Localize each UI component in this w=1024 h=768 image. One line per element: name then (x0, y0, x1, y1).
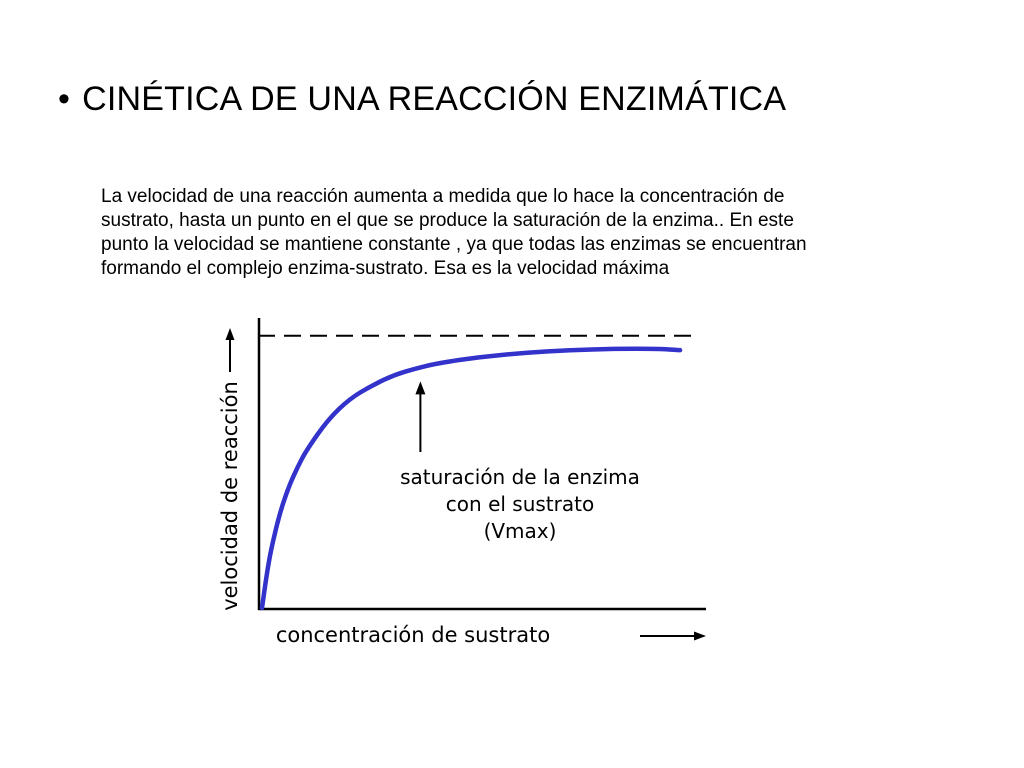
x-axis-label-arrow-head (694, 632, 706, 641)
body-line: punto la velocidad se mantiene constante , ya que todas las enzimas se encuentran (101, 234, 807, 255)
y-axis-label-arrow-head (226, 328, 235, 340)
title-bullet: • (58, 80, 71, 118)
annotation-label: (Vmax) (483, 519, 557, 543)
annotation-arrow-head (415, 381, 425, 394)
x-axis-label: concentración de sustrato (275, 623, 551, 647)
body-line: formando el complejo enzima-sustrato. Esa es la velocidad máxima (101, 258, 670, 279)
annotation-label: con el sustrato (445, 492, 595, 516)
title-text: CINÉTICA DE UNA REACCIÓN ENZIMÁTICA (82, 80, 787, 118)
body-line: sustrato, hasta un punto en el que se produce la saturación de la enzima.. En este (101, 210, 794, 231)
y-axis-label: velocidad de reacción (218, 381, 242, 611)
annotation-label: saturación de la enzima (400, 465, 640, 489)
body-line: La velocidad de una reacción aumenta a medida que lo hace la concentración de (101, 186, 785, 207)
